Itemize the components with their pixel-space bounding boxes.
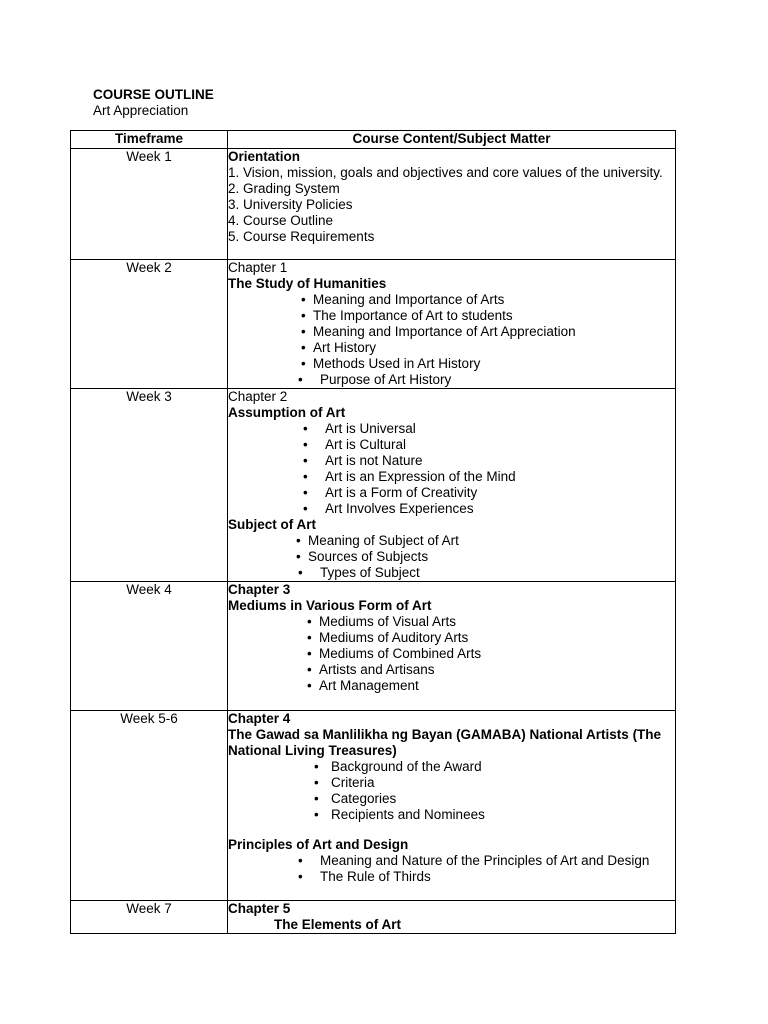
list-item: 4. Course Outline xyxy=(228,213,334,228)
chapter-label: Chapter 4 xyxy=(228,711,291,726)
bullet-icon: • xyxy=(314,807,319,822)
table-row xyxy=(71,711,676,901)
bullet-item: • Mediums of Combined Arts xyxy=(307,646,482,661)
bullet-icon: • xyxy=(307,678,312,693)
content-cell xyxy=(228,260,676,389)
bullet-item: • Art is a Form of Creativity xyxy=(303,485,478,500)
section-heading: Mediums in Various Form of Art xyxy=(228,598,432,613)
bullet-icon: • xyxy=(314,759,319,774)
bullet-item: • Purpose of Art History xyxy=(298,372,452,387)
bullet-icon: • xyxy=(314,775,319,790)
bullet-item: • Art is an Expression of the Mind xyxy=(303,469,516,484)
table-row xyxy=(71,582,676,711)
bullet-icon: • xyxy=(296,533,301,548)
course-outline-table xyxy=(70,130,676,934)
bullet-item: • Mediums of Visual Arts xyxy=(307,614,457,629)
chapter-label: Chapter 1 xyxy=(228,260,288,275)
bullet-icon: • xyxy=(303,437,308,452)
list-item: 1. Vision, mission, goals and objectives and core values of the university. xyxy=(228,165,663,180)
bullet-icon: • xyxy=(303,501,308,516)
section-heading: The Study of Humanities xyxy=(228,276,387,291)
bullet-icon: • xyxy=(303,485,308,500)
bullet-item: • Meaning and Importance of Arts xyxy=(301,292,505,307)
section-heading: The Gawad sa Manlilikha ng Bayan (GAMABA) National Artists (The National Living Treasures) xyxy=(228,727,662,758)
content-cell xyxy=(228,711,676,901)
bullet-icon: • xyxy=(303,469,308,484)
bullet-item: • Art Management xyxy=(307,678,419,693)
bullet-icon: • xyxy=(301,356,306,371)
bullet-icon: • xyxy=(307,662,312,677)
bullet-icon: • xyxy=(298,853,303,868)
table-row xyxy=(71,389,676,582)
content-cell xyxy=(228,901,676,934)
bullet-icon: • xyxy=(301,292,306,307)
bullet-item: • Types of Subject xyxy=(298,565,420,580)
bullet-icon: • xyxy=(298,372,303,387)
bullet-item: • Meaning of Subject of Art xyxy=(296,533,459,548)
bullet-item: • Criteria xyxy=(314,775,375,790)
bullet-icon: • xyxy=(307,646,312,661)
bullet-item: • Background of the Award xyxy=(314,759,482,774)
list-item: 2. Grading System xyxy=(228,181,340,196)
content-cell xyxy=(228,582,676,711)
column-header-timeframe: Timeframe xyxy=(71,131,228,149)
content-cell xyxy=(228,389,676,582)
week-cell: Week 4 xyxy=(71,582,228,711)
chapter-label: Chapter 5 xyxy=(228,901,291,916)
week-cell: Week 3 xyxy=(71,389,228,582)
bullet-icon: • xyxy=(301,324,306,339)
bullet-icon: • xyxy=(307,614,312,629)
bullet-item: • Recipients and Nominees xyxy=(314,807,485,822)
bullet-item: • Art is not Nature xyxy=(303,453,423,468)
bullet-item: • Art is Universal xyxy=(303,421,416,436)
section-heading: Orientation xyxy=(228,149,301,164)
table-row xyxy=(71,260,676,389)
list-item: 5. Course Requirements xyxy=(228,229,375,244)
bullet-icon: • xyxy=(298,565,303,580)
bullet-item: • Art Involves Experiences xyxy=(303,501,474,516)
chapter-label: Chapter 2 xyxy=(228,389,288,404)
week-cell: Week 1 xyxy=(71,149,228,260)
spacer xyxy=(228,823,675,837)
chapter-label: Chapter 3 xyxy=(228,582,291,597)
list-item: 3. University Policies xyxy=(228,197,353,212)
week-cell: Week 5-6 xyxy=(71,711,228,901)
bullet-item: • Artists and Artisans xyxy=(307,662,435,677)
bullet-item: • Meaning and Nature of the Principles of Art and Design xyxy=(298,853,650,868)
week-cell: Week 7 xyxy=(71,901,228,934)
table-row xyxy=(71,149,676,260)
bullet-item: • Categories xyxy=(314,791,397,806)
bullet-icon: • xyxy=(303,453,308,468)
week-cell: Week 2 xyxy=(71,260,228,389)
bullet-item: • Sources of Subjects xyxy=(296,549,429,564)
bullet-item: • Art History xyxy=(301,340,377,355)
bullet-icon: • xyxy=(298,869,303,884)
bullet-item: • Methods Used in Art History xyxy=(301,356,481,371)
bullet-icon: • xyxy=(314,791,319,806)
section-heading: The Elements of Art xyxy=(274,917,402,932)
bullet-item: • Mediums of Auditory Arts xyxy=(307,630,469,645)
column-header-content: Course Content/Subject Matter xyxy=(228,131,676,149)
bullet-item: • Art is Cultural xyxy=(303,437,407,452)
bullet-item: • Meaning and Importance of Art Appreciation xyxy=(301,324,576,339)
section-heading: Subject of Art xyxy=(228,517,317,532)
table-row xyxy=(71,901,676,934)
document-title: COURSE OUTLINE xyxy=(93,87,214,102)
bullet-item: • The Rule of Thirds xyxy=(298,869,431,884)
bullet-item: • The Importance of Art to students xyxy=(301,308,513,323)
section-heading: Principles of Art and Design xyxy=(228,837,409,852)
bullet-icon: • xyxy=(301,308,306,323)
section-heading: Assumption of Art xyxy=(228,405,346,420)
table-header-row xyxy=(71,131,676,149)
bullet-icon: • xyxy=(296,549,301,564)
bullet-icon: • xyxy=(307,630,312,645)
document-subtitle: Art Appreciation xyxy=(93,103,189,118)
bullet-icon: • xyxy=(303,421,308,436)
bullet-icon: • xyxy=(301,340,306,355)
content-cell xyxy=(228,149,676,260)
